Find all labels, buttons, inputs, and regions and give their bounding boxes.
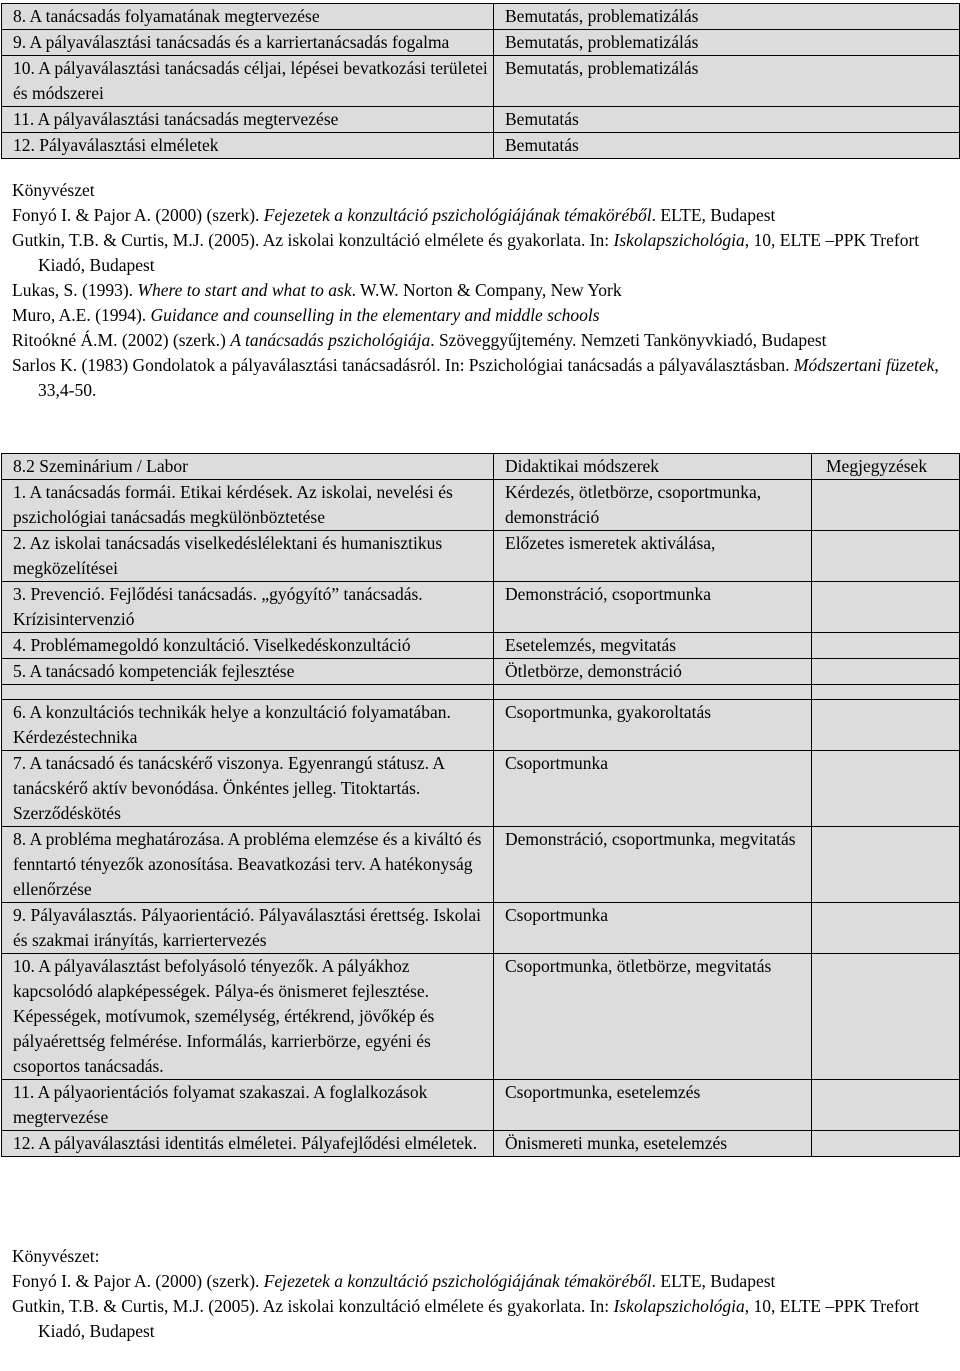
entry-title: Fejezetek a konzultáció pszichológiájának témaköréből: [263, 1271, 652, 1291]
entry-text: . ELTE, Budapest: [651, 1271, 776, 1291]
method-cell: Esetelemzés, megvitatás: [494, 633, 812, 659]
topic-cell: 11. A pályaválasztási tanácsadás megtervezése: [2, 107, 494, 133]
spacer-row: [2, 685, 960, 700]
topic-cell: 3. Prevenció. Fejlődési tanácsadás. „gyógyító” tanácsadás. Krízisintervenzió: [2, 582, 494, 633]
entry-text: Fonyó I. & Pajor A. (2000) (szerk).: [12, 1271, 264, 1291]
entry-title: Where to start and what to ask: [137, 280, 352, 300]
topic-cell: 6. A konzultációs technikák helye a konzultáció folyamatában. Kérdezéstechnika: [2, 700, 494, 751]
entry-text: Sarlos K. (1983) Gondolatok a pályaválasztási tanácsadásról. In: Pszichológiai tanácsadás a pályaválasztásban.: [12, 355, 794, 375]
bibliography-entry: [12, 1294, 958, 1344]
bibliography-entry: [12, 203, 958, 228]
table-row: [2, 700, 960, 751]
topic-cell: 9. Pályaválasztás. Pályaorientáció. Pályaválasztási érettség. Iskolai és szakmai irányítás, karriertervezés: [2, 903, 494, 954]
table-row: [2, 107, 960, 133]
method-cell: Bemutatás, problematizálás: [494, 4, 960, 30]
bibliography-entry: [12, 328, 958, 353]
entry-text: Fonyó I. & Pajor A. (2000) (szerk).: [12, 205, 264, 225]
table-row: [2, 827, 960, 903]
bibliography-heading: Könyvészet: [12, 180, 95, 200]
topic-cell: 8. A probléma meghatározása. A probléma elemzése és a kiváltó és fenntartó tényezők azonosítása. Beavatkozási terv. A hatékonyság ellenőrzése: [2, 827, 494, 903]
topic-cell: 7. A tanácsadó és tanácskérő viszonya. Egyenrangú státusz. A tanácskérő aktív bevonódása. Önkéntes jelleg. Titoktartás. Szerződéskötés: [2, 751, 494, 827]
method-cell: Csoportmunka, ötletbörze, megvitatás: [494, 954, 812, 1080]
topic-cell: 9. A pályaválasztási tanácsadás és a karriertanácsadás fogalma: [2, 30, 494, 56]
method-cell: Demonstráció, csoportmunka, megvitatás: [494, 827, 812, 903]
bibliography-heading: Könyvészet:: [12, 1246, 100, 1266]
bibliography-entry: [12, 303, 958, 328]
method-cell: Bemutatás, problematizálás: [494, 56, 960, 107]
entry-title: Fejezetek a konzultáció pszichológiájának témaköréből: [263, 205, 652, 225]
method-cell: Kérdezés, ötletbörze, csoportmunka, demonstráció: [494, 480, 812, 531]
entry-title: Iskolapszichológia: [613, 230, 745, 250]
notes-cell: [812, 751, 960, 827]
method-cell: Önismereti munka, esetelemzés: [494, 1131, 812, 1157]
notes-cell: [812, 1131, 960, 1157]
entry-text: Muro, A.E. (1994).: [12, 305, 151, 325]
entry-text: Gutkin, T.B. & Curtis, M.J. (2005). Az iskolai konzultáció elmélete és gyakorlata. In:: [12, 230, 614, 250]
table-row: [2, 133, 960, 159]
table-row: [2, 30, 960, 56]
topic-cell: 12. A pályaválasztási identitás elméletei. Pályafejlődési elméletek.: [2, 1131, 494, 1157]
bibliography-entry: [12, 1269, 958, 1294]
column-header-seminar: 8.2 Szeminárium / Labor: [2, 454, 494, 480]
table-row: [2, 954, 960, 1080]
method-cell: Csoportmunka, esetelemzés: [494, 1080, 812, 1131]
spacer-cell: [494, 685, 812, 700]
notes-cell: [812, 903, 960, 954]
entry-text: Ritoókné Á.M. (2002) (szerk.): [12, 330, 231, 350]
entry-text: . Szöveggyűjtemény. Nemzeti Tankönyvkiadó, Budapest: [430, 330, 827, 350]
entry-text: , 10, ELTE –PPK Trefort Kiadó, Budapest: [38, 230, 920, 275]
bibliography-entry: [12, 228, 958, 278]
bibliography-entry: [12, 353, 958, 403]
table-row: [2, 659, 960, 685]
table-row: [2, 4, 960, 30]
topic-cell: 1. A tanácsadás formái. Etikai kérdések. Az iskolai, nevelési és pszichológiai tanácsadás megkülönböztetése: [2, 480, 494, 531]
method-cell: Bemutatás: [494, 107, 960, 133]
seminar-table: [1, 453, 960, 1157]
course-table: [1, 3, 960, 159]
table-row: [2, 633, 960, 659]
notes-cell: [812, 531, 960, 582]
topic-cell: 10. A pályaválasztást befolyásoló tényezők. A pályákhoz kapcsolódó alapképességek. Pálya-és önismeret fejlesztése. Képességek, motívumok, személység, értékrend, jövőkép és pályaérettség felmérése. Informálás, karrierbörze, egyéni és csoportos tanácsadás.: [2, 954, 494, 1080]
entry-title: Guidance and counselling in the elementary and middle schools: [150, 305, 600, 325]
entry-text: . ELTE, Budapest: [651, 205, 776, 225]
notes-cell: [812, 480, 960, 531]
table-row: [2, 480, 960, 531]
table-row: [2, 903, 960, 954]
table-row: [2, 1131, 960, 1157]
notes-cell: [812, 582, 960, 633]
column-header-notes: Megjegyzések: [812, 454, 960, 480]
notes-cell: [812, 954, 960, 1080]
method-cell: Bemutatás: [494, 133, 960, 159]
table-row: [2, 56, 960, 107]
entry-title: A tanácsadás pszichológiája: [230, 330, 431, 350]
method-cell: Ötletbörze, demonstráció: [494, 659, 812, 685]
topic-cell: 8. A tanácsadás folyamatának megtervezése: [2, 4, 494, 30]
notes-cell: [812, 633, 960, 659]
spacer-cell: [2, 685, 494, 700]
topic-cell: 12. Pályaválasztási elméletek: [2, 133, 494, 159]
table-row: [2, 582, 960, 633]
bibliography-section-2: [1, 1244, 958, 1344]
bibliography-entry: [12, 278, 958, 303]
entry-text: . W.W. Norton & Company, New York: [351, 280, 622, 300]
entry-text: , 33,4-50.: [38, 355, 939, 400]
bibliography-section: [1, 178, 958, 403]
entry-text: Lukas, S. (1993).: [12, 280, 138, 300]
table-row: [2, 531, 960, 582]
topic-cell: 11. A pályaorientációs folyamat szakaszai. A foglalkozások megtervezése: [2, 1080, 494, 1131]
column-header-methods: Didaktikai módszerek: [494, 454, 812, 480]
notes-cell: [812, 1080, 960, 1131]
method-cell: Demonstráció, csoportmunka: [494, 582, 812, 633]
entry-text: Gutkin, T.B. & Curtis, M.J. (2005). Az iskolai konzultáció elmélete és gyakorlata. In:: [12, 1296, 614, 1316]
topic-cell: 4. Problémamegoldó konzultáció. Viselkedéskonzultáció: [2, 633, 494, 659]
method-cell: Csoportmunka, gyakoroltatás: [494, 700, 812, 751]
method-cell: Csoportmunka: [494, 751, 812, 827]
entry-title: Iskolapszichológia: [613, 1296, 745, 1316]
method-cell: Előzetes ismeretek aktiválása,: [494, 531, 812, 582]
topic-cell: 10. A pályaválasztási tanácsadás céljai, lépései bevatkozási területei és módszerei: [2, 56, 494, 107]
notes-cell: [812, 659, 960, 685]
topic-cell: 5. A tanácsadó kompetenciák fejlesztése: [2, 659, 494, 685]
entry-text: , 10, ELTE –PPK Trefort Kiadó, Budapest: [38, 1296, 920, 1341]
table-row: [2, 751, 960, 827]
table-header-row: [2, 454, 960, 480]
table-row: [2, 1080, 960, 1131]
spacer-cell: [812, 685, 960, 700]
topic-cell: 2. Az iskolai tanácsadás viselkedéslélektani és humanisztikus megközelítései: [2, 531, 494, 582]
method-cell: Csoportmunka: [494, 903, 812, 954]
notes-cell: [812, 700, 960, 751]
notes-cell: [812, 827, 960, 903]
entry-title: Módszertani füzetek: [793, 355, 935, 375]
method-cell: Bemutatás, problematizálás: [494, 30, 960, 56]
